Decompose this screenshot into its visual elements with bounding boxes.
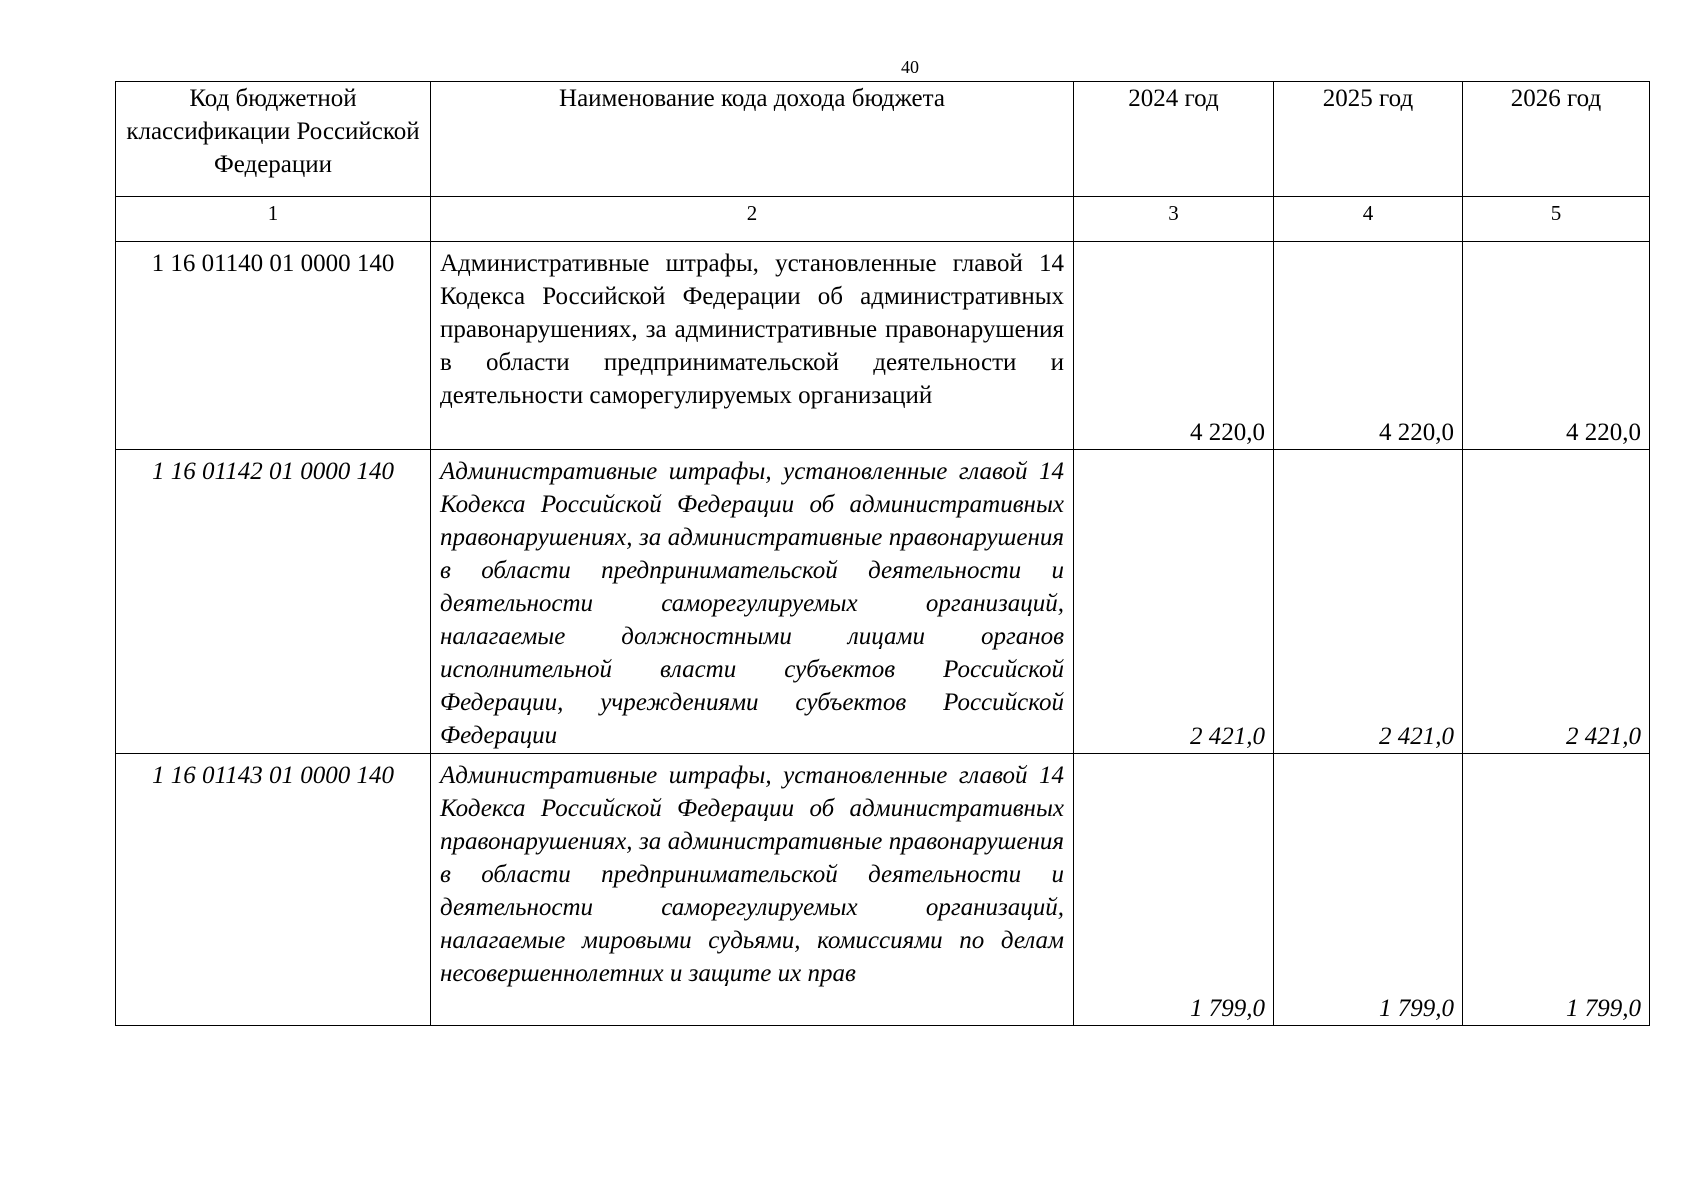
column-number: 4 — [1274, 197, 1463, 242]
budget-code: 1 16 01142 01 0000 140 — [116, 450, 431, 754]
table-row — [116, 242, 1650, 450]
column-number: 3 — [1074, 197, 1274, 242]
header-code: Код бюджетной классификации Российской Федерации — [116, 82, 431, 197]
value-2026: 4 220,0 — [1463, 242, 1650, 450]
header-2026: 2026 год — [1463, 82, 1650, 197]
value-2026: 1 799,0 — [1463, 754, 1650, 1026]
column-number: 2 — [431, 197, 1074, 242]
table-row — [116, 450, 1650, 754]
value-2025: 1 799,0 — [1274, 754, 1463, 1026]
page-number: 40 — [901, 57, 919, 77]
header-2024: 2024 год — [1074, 82, 1274, 197]
value-2025: 4 220,0 — [1274, 242, 1463, 450]
value-2024: 2 421,0 — [1074, 450, 1274, 754]
column-number-row — [116, 197, 1650, 242]
column-number: 5 — [1463, 197, 1650, 242]
budget-code: 1 16 01140 01 0000 140 — [116, 242, 431, 450]
value-2024: 1 799,0 — [1074, 754, 1274, 1026]
income-name: Административные штрафы, установленные главой 14 Кодекса Российской Федерации об административных правонарушениях, за административные правонарушения в области предпринимательской деятельности и деятельности саморегулируемых организаций — [431, 242, 1074, 450]
header-name: Наименование кода дохода бюджета — [431, 82, 1074, 197]
income-name: Административные штрафы, установленные главой 14 Кодекса Российской Федерации об административных правонарушениях, за административные правонарушения в области предпринимательской деятельности и деятельности саморегулируемых организаций, налагаемые мировыми судьями, комиссиями по делам несовершеннолетних и защите их прав — [431, 754, 1074, 1026]
column-number: 1 — [116, 197, 431, 242]
table-header-row — [116, 82, 1650, 197]
value-2025: 2 421,0 — [1274, 450, 1463, 754]
value-2026: 2 421,0 — [1463, 450, 1650, 754]
budget-code: 1 16 01143 01 0000 140 — [116, 754, 431, 1026]
value-2024: 4 220,0 — [1074, 242, 1274, 450]
budget-revenue-table — [115, 81, 1650, 1026]
table-row — [116, 754, 1650, 1026]
income-name: Административные штрафы, установленные главой 14 Кодекса Российской Федерации об административных правонарушениях, за административные правонарушения в области предпринимательской деятельности и деятельности саморегулируемых организаций, налагаемые должностными лицами органов исполнительной власти субъектов Российской Федерации, учреждениями субъектов Российской Федерации — [431, 450, 1074, 754]
header-2025: 2025 год — [1274, 82, 1463, 197]
